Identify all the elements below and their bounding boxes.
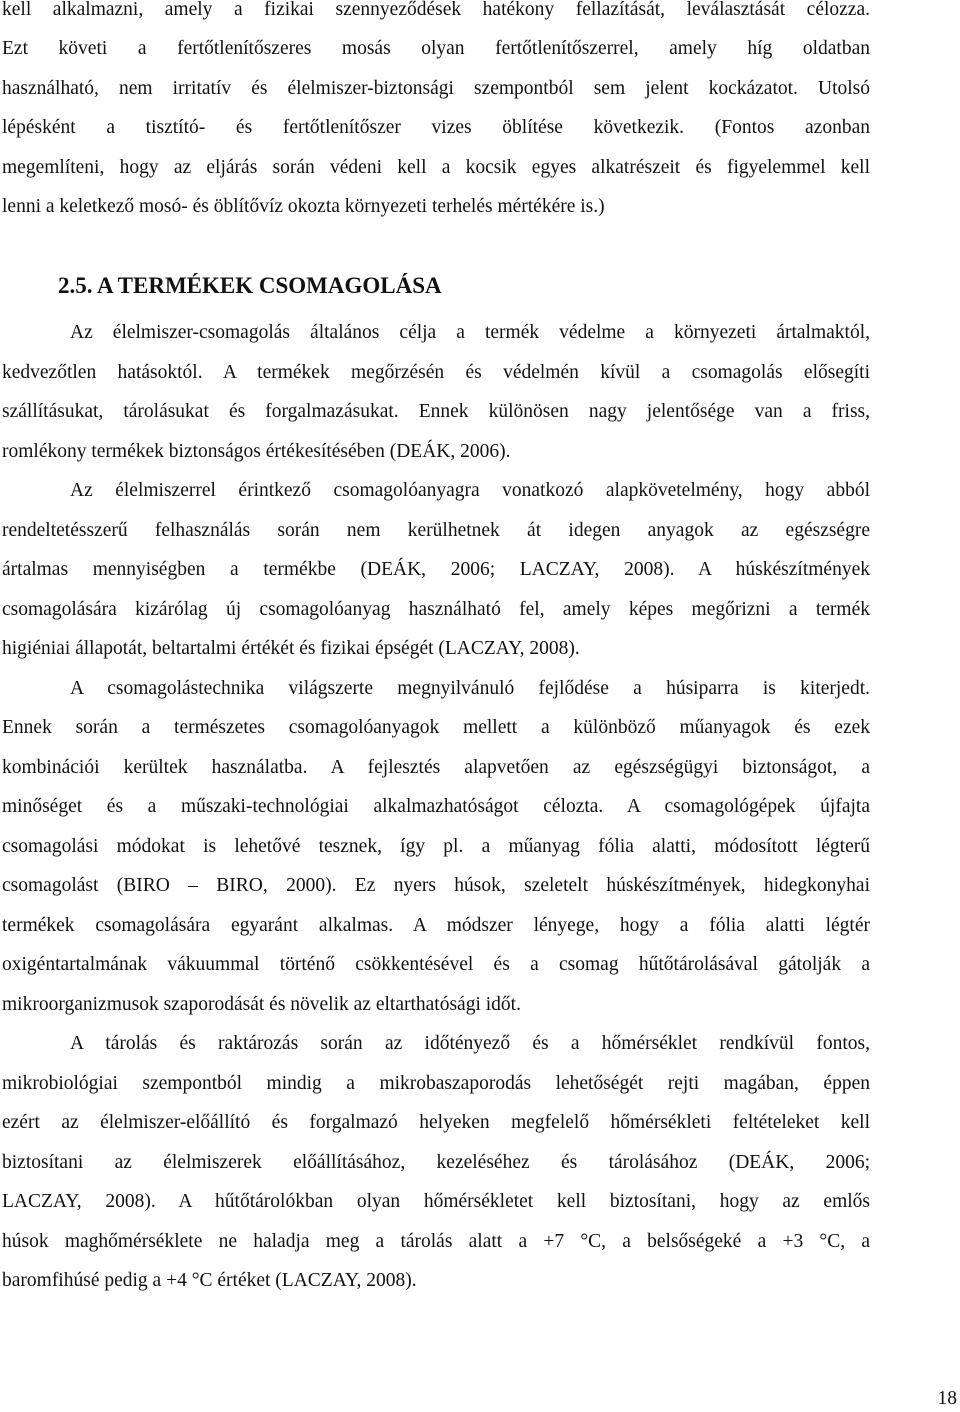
text-line: Ezt követi a fertőtlenítőszeres mosás olyan fertőtlenítőszerrel, amely híg oldatban — [2, 38, 870, 59]
text-line: romlékony termékek biztonságos értékesítésében (DEÁK, 2006). — [2, 441, 511, 462]
page-number: 18 — [937, 1388, 957, 1409]
text-line: lenni a keletkező mosó- és öblítővíz okozta környezeti terhelés mértékére is.) — [2, 196, 605, 217]
text-line: használható, nem irritatív és élelmiszer-biztonsági szempontból sem jelent kockázatot. Utolsó — [2, 78, 870, 99]
text-line: kombinációi kerültek használatba. A fejlesztés alapvetően az egészségügyi biztonságot, a — [2, 757, 870, 778]
text-line: A tárolás és raktározás során az időtényező és a hőmérséklet rendkívül fontos, — [70, 1033, 870, 1054]
text-line: húsok maghőmérséklete ne haladja meg a tárolás alatt a +7 °C, a belsőségeké a +3 °C, a — [2, 1231, 870, 1252]
text-line: A csomagolástechnika világszerte megnyilvánuló fejlődése a húsiparra is kiterjedt. — [70, 678, 870, 699]
text-line: baromfihúsé pedig a +4 °C értéket (LACZAY, 2008). — [2, 1270, 417, 1291]
text-line: csomagolást (BIRO – BIRO, 2000). Ez nyers húsok, szeletelt húskészítmények, hidegkonyhai — [2, 875, 870, 896]
text-line: LACZAY, 2008). A hűtőtárolókban olyan hőmérsékletet kell biztosítani, hogy az emlős — [2, 1191, 870, 1212]
text-line: rendeltetésszerű felhasználás során nem kerülhetnek át idegen anyagok az egészségre — [2, 520, 870, 541]
text-line: Az élelmiszer-csomagolás általános célja a termék védelme a környezeti ártalmaktól, — [70, 322, 870, 343]
text-line: megemlíteni, hogy az eljárás során védeni kell a kocsik egyes alkatrészeit és figyelemmel kell — [2, 157, 870, 178]
text-line: mikrobiológiai szempontból mindig a mikrobaszaporodás lehetőségét rejti magában, éppen — [2, 1073, 870, 1094]
text-line: minőséget és a műszaki-technológiai alkalmazhatóságot célozta. A csomagológépek újfajta — [2, 796, 870, 817]
text-line: Ennek során a természetes csomagolóanyagok mellett a különböző műanyagok és ezek — [2, 717, 870, 738]
text-line: csomagolására kizárólag új csomagolóanyag használható fel, amely képes megőrizni a termék — [2, 599, 870, 620]
text-line: termékek csomagolására egyaránt alkalmas. A módszer lényege, hogy a fólia alatti légtér — [2, 915, 870, 936]
text-line: Az élelmiszerrel érintkező csomagolóanyagra vonatkozó alapkövetelmény, hogy abból — [70, 480, 870, 501]
text-line: higiéniai állapotát, beltartalmi értékét és fizikai épségét (LACZAY, 2008). — [2, 638, 580, 659]
text-line: biztosítani az élelmiszerek előállításához, kezeléséhez és tárolásához (DEÁK, 2006; — [2, 1152, 870, 1173]
text-line: oxigéntartalmának vákuummal történő csökkentésével és a csomag hűtőtárolásával gátolják a — [2, 954, 870, 975]
text-line: ezért az élelmiszer-előállító és forgalmazó helyeken megfelelő hőmérsékleti feltételeket kell — [2, 1112, 870, 1133]
text-line: lépésként a tisztító- és fertőtlenítőszer vizes öblítése következik. (Fontos azonban — [2, 117, 870, 138]
text-line: kell alkalmazni, amely a fizikai szennyeződések hatékony fellazítását, leválasztását célozza. — [2, 0, 870, 20]
text-line: mikroorganizmusok szaporodását és növelik az eltarthatósági időt. — [2, 994, 521, 1015]
section-heading: 2.5. A TERMÉKEK CSOMAGOLÁSA — [58, 273, 442, 298]
text-line: csomagolási módokat is lehetővé tesznek, így pl. a műanyag fólia alatti, módosított légterű — [2, 836, 870, 857]
text-line: szállításukat, tárolásukat és forgalmazásukat. Ennek különösen nagy jelentősége van a friss, — [2, 401, 870, 422]
text-line: ártalmas mennyiségben a termékbe (DEÁK, 2006; LACZAY, 2008). A húskészítmények — [2, 559, 870, 580]
text-line: kedvezőtlen hatásoktól. A termékek megőrzésén és védelmén kívül a csomagolás elősegíti — [2, 362, 870, 383]
